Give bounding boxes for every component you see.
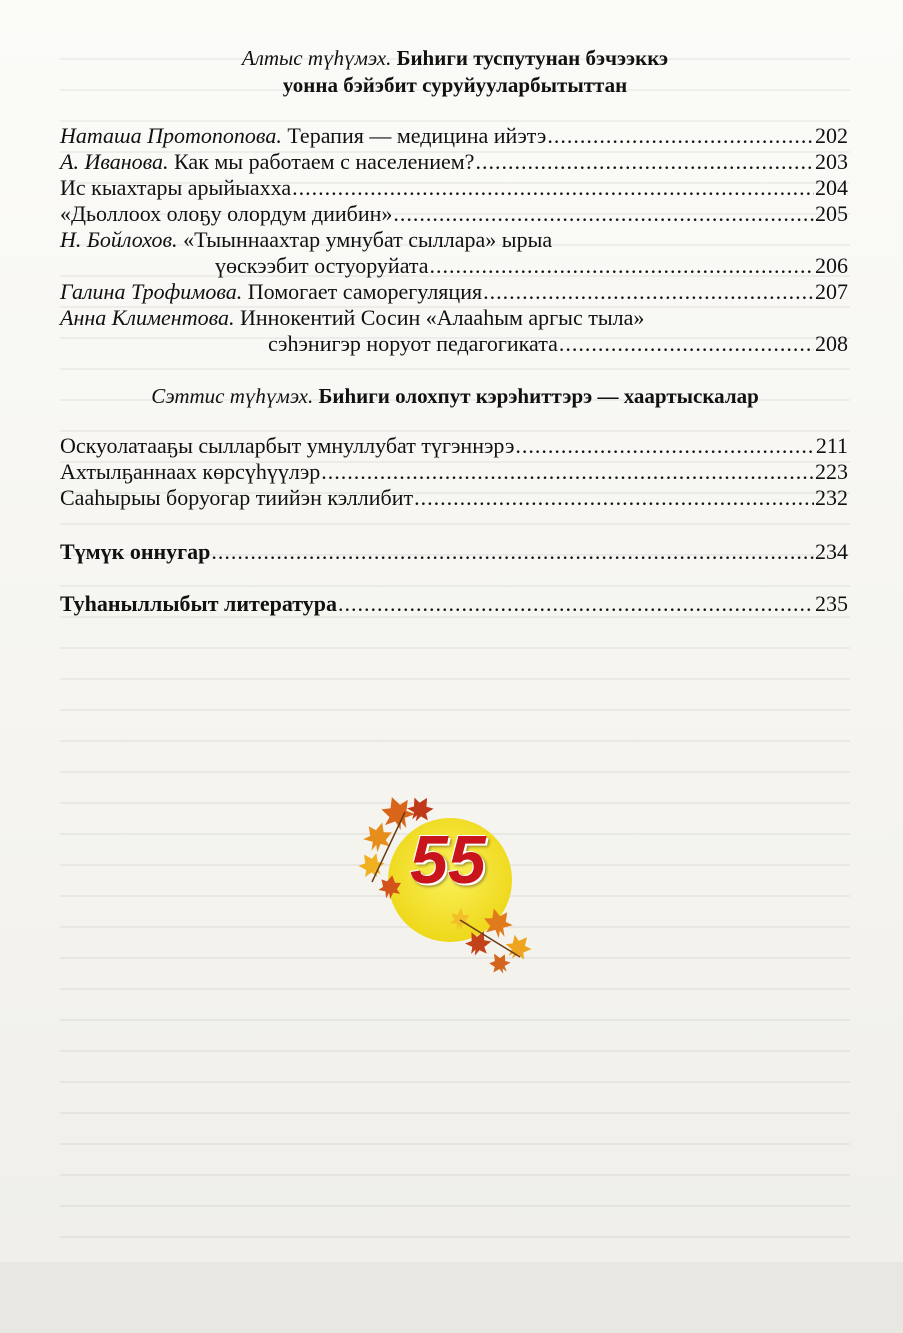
leaf xyxy=(354,848,389,883)
toc-title: Терапия — медицина ийэтэ xyxy=(287,123,547,148)
toc-page-number: 211 xyxy=(815,433,848,458)
toc-page-number: 205 xyxy=(815,201,848,226)
toc-entry-line1[interactable] xyxy=(60,227,848,253)
section-7-heading xyxy=(60,383,850,410)
toc-title: Түмүк оннугар xyxy=(60,539,211,564)
leader-dots xyxy=(475,149,814,175)
toc-title-continuation: сэһэнигэр норуот педагогиката xyxy=(268,331,558,356)
toc-page-number: 207 xyxy=(815,279,848,304)
toc-author: Н. Бойлохов. xyxy=(60,227,178,252)
page-bottom-strip xyxy=(0,1262,903,1333)
toc-author: А. Иванова. xyxy=(60,149,169,174)
toc-author: Галина Трофимова. xyxy=(60,279,243,304)
leader-dots xyxy=(393,201,814,227)
toc-entry-line2[interactable] xyxy=(60,331,848,357)
toc-title: Иннокентий Сосин «Алааһым аргыс тыла» xyxy=(239,305,645,330)
closing-toc-1 xyxy=(60,539,848,565)
toc-entry[interactable] xyxy=(60,123,848,149)
leader-dots xyxy=(414,485,814,511)
toc-title: Оскуолатааҕы сылларбыт умнуллубат түгэннэрэ xyxy=(60,433,515,458)
toc-entry[interactable] xyxy=(60,591,848,617)
toc-page-number: 203 xyxy=(815,149,848,174)
section-7-toc xyxy=(60,433,848,511)
leader-dots xyxy=(292,175,814,201)
toc-entry-line1[interactable] xyxy=(60,305,848,331)
toc-entry[interactable] xyxy=(60,149,848,175)
leader-dots xyxy=(515,433,814,459)
section-7-label: Сэттис түһүмэх. xyxy=(151,384,314,408)
toc-title: Туһаныллыбыт литература xyxy=(60,591,338,616)
toc-title-continuation: үөскээбит остуоруйата xyxy=(215,253,429,278)
toc-entry[interactable] xyxy=(60,433,848,459)
section-6-heading-line2 xyxy=(60,72,850,99)
toc-page-number: 223 xyxy=(815,459,848,484)
toc-page-number: 235 xyxy=(815,591,848,616)
toc-entry[interactable] xyxy=(60,279,848,305)
toc-entry[interactable] xyxy=(60,485,848,511)
leader-dots xyxy=(483,279,814,305)
section-6-title-line1: Биһиги туспутунан бэчээккэ xyxy=(396,46,669,70)
leaf xyxy=(485,949,513,978)
section-6-toc xyxy=(60,123,848,357)
leaf xyxy=(501,930,536,965)
toc-author: Анна Климентова. xyxy=(60,305,235,330)
toc-title: Сааһырыы боруогар тиийэн кэллибит xyxy=(60,485,414,510)
leader-dots xyxy=(338,591,814,617)
section-6-label: Алтыс түһүмэх. xyxy=(241,46,392,70)
leader-dots xyxy=(430,253,814,279)
section-6-title-line2: уонна бэйэбит суруйууларбытыттан xyxy=(282,73,628,97)
anniversary-badge xyxy=(350,792,550,982)
toc-title: «Тыыннаахтар умнубат сыллара» ырыа xyxy=(183,227,553,252)
toc-page-number: 208 xyxy=(815,331,848,356)
toc-entry[interactable] xyxy=(60,201,848,227)
toc-page-number: 202 xyxy=(815,123,848,148)
closing-toc-2 xyxy=(60,591,848,617)
section-6-heading xyxy=(60,45,850,72)
toc-entry[interactable] xyxy=(60,459,848,485)
leaf xyxy=(361,819,396,855)
toc-page-number: 204 xyxy=(815,175,848,200)
toc-entry-line2[interactable] xyxy=(60,253,848,279)
toc-title: Помогает саморегуляция xyxy=(247,279,483,304)
toc-title: Ис кыахтары арыйыахха xyxy=(60,175,292,200)
toc-entry[interactable] xyxy=(60,539,848,565)
leader-dots xyxy=(321,459,814,485)
toc-page-number: 234 xyxy=(815,539,848,564)
toc-page-number: 232 xyxy=(815,485,848,510)
section-7-title: Биһиги олохпут кэрэһиттэрэ — хаартыскалар xyxy=(318,384,759,408)
toc-page-number: 206 xyxy=(815,253,848,278)
leader-dots xyxy=(559,331,814,357)
anniversary-number: 55 xyxy=(410,822,486,898)
toc-author: Наташа Протопопова. xyxy=(60,123,282,148)
leader-dots xyxy=(211,539,814,565)
toc-title: Как мы работаем с населением? xyxy=(174,149,475,174)
leader-dots xyxy=(547,123,814,149)
toc-title: «Дьоллоох олоҕу олордум диибин» xyxy=(60,201,393,226)
toc-title: Ахтылҕаннаах көрсүһүүлэр xyxy=(60,459,321,484)
toc-entry[interactable] xyxy=(60,175,848,201)
